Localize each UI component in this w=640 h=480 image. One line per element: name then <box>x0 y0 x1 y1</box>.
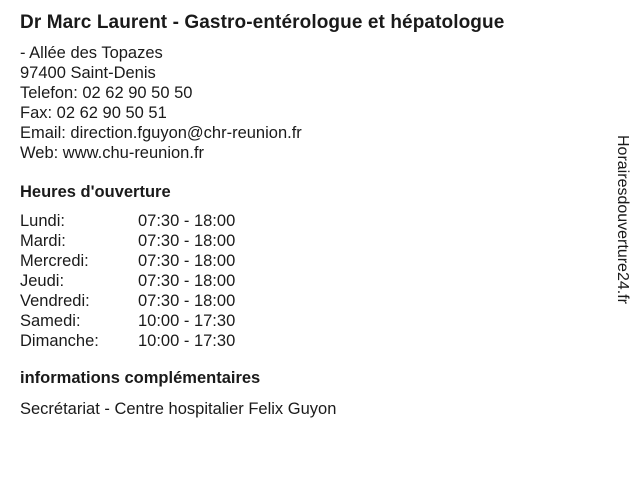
hours-row-saturday <box>20 311 610 331</box>
fax-number: Fax: 02 62 90 50 51 <box>20 104 167 122</box>
hours-row-friday <box>20 291 610 311</box>
hours-row-monday <box>20 211 610 231</box>
contact-block <box>20 43 610 163</box>
hours-row-thursday <box>20 271 610 291</box>
time-range: 07:30 - 18:00 <box>138 272 236 290</box>
day-label: Dimanche: <box>20 332 99 350</box>
additional-info-heading: informations complémentaires <box>20 369 261 387</box>
day-label: Vendredi: <box>20 292 90 310</box>
time-range: 07:30 - 18:00 <box>138 252 236 270</box>
opening-hours-heading: Heures d'ouverture <box>20 183 171 201</box>
email-address: Email: direction.fguyon@chr-reunion.fr <box>20 124 302 142</box>
day-label: Jeudi: <box>20 272 65 290</box>
hours-row-wednesday <box>20 251 610 271</box>
address-street: - Allée des Topazes <box>20 44 163 62</box>
hours-row-tuesday <box>20 231 610 251</box>
day-label: Mardi: <box>20 232 66 250</box>
time-range: 07:30 - 18:00 <box>138 212 236 230</box>
time-range: 10:00 - 17:30 <box>138 312 236 330</box>
time-range: 10:00 - 17:30 <box>138 332 236 350</box>
additional-info-text: Secrétariat - Centre hospitalier Felix Guyon <box>20 400 337 418</box>
hours-row-sunday <box>20 331 610 351</box>
phone-number: Telefon: 02 62 90 50 50 <box>20 84 193 102</box>
time-range: 07:30 - 18:00 <box>138 292 236 310</box>
opening-hours-table <box>20 211 610 351</box>
day-label: Samedi: <box>20 312 81 330</box>
time-range: 07:30 - 18:00 <box>138 232 236 250</box>
day-label: Mercredi: <box>20 252 89 270</box>
website-address: Web: www.chu-reunion.fr <box>20 144 205 162</box>
day-label: Lundi: <box>20 212 65 230</box>
doctor-card <box>20 10 610 419</box>
page-title: Dr Marc Laurent - Gastro-entérologue et hépatologue <box>20 12 505 33</box>
site-watermark: Horairesdouverture24.fr <box>614 135 631 304</box>
address-city: 97400 Saint-Denis <box>20 64 156 82</box>
